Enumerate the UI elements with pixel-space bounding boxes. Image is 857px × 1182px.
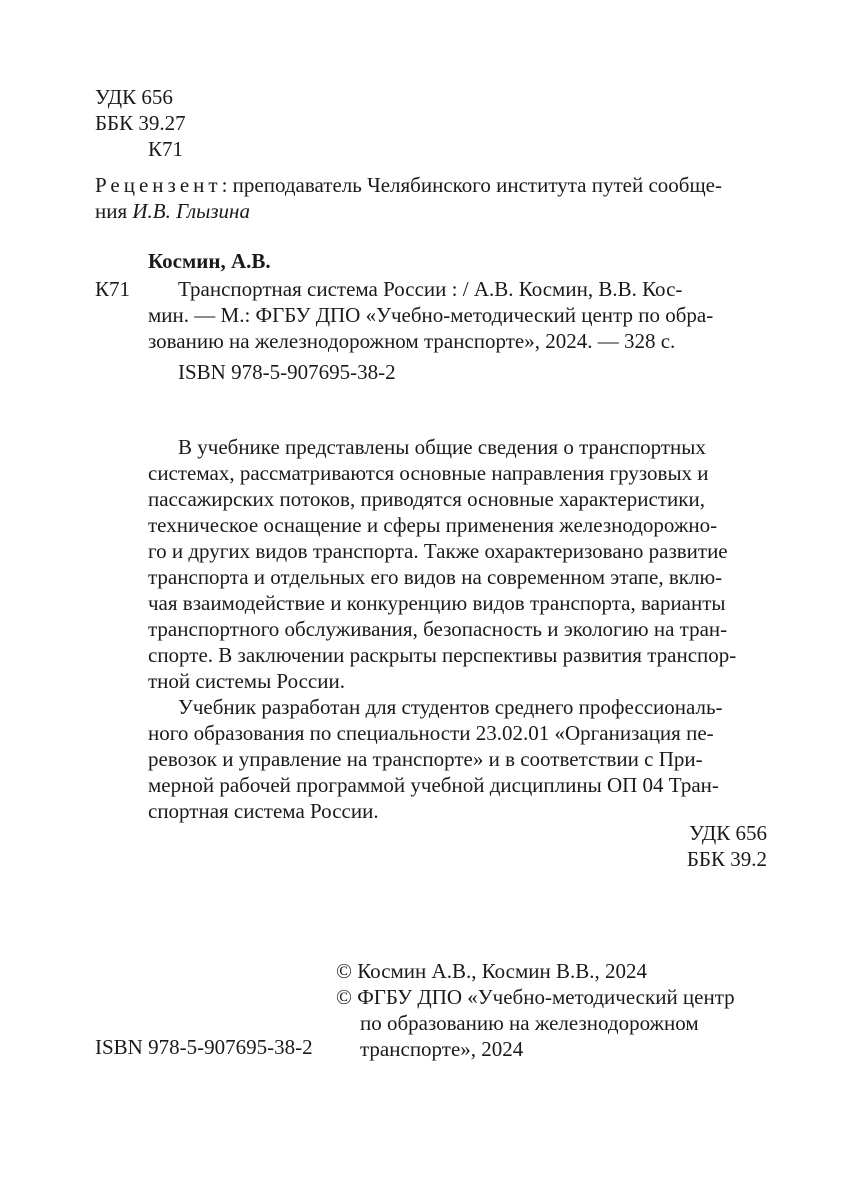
abstract-line: транспортного обслуживания, безопасность и экологию на тран- [148, 617, 728, 641]
abstract-line: го и других видов транспорта. Также охарактеризовано развитие [148, 539, 728, 563]
reviewer-line2-prefix: ния [95, 199, 133, 223]
abstract-line: В учебнике представлены общие сведения о транспортных [178, 435, 706, 459]
abstract-line: ревозок и управление на транспорте» и в соответствии с При- [148, 747, 703, 771]
classification-right [687, 820, 767, 872]
abstract-line: транспорта и отдельных его видов на современном этапе, вклю- [148, 565, 723, 589]
bib-line: мин. — М.: ФГБУ ДПО «Учебно-методический центр по обра- [148, 303, 714, 327]
abstract-line: ного образования по специальности 23.02.01 «Организация пе- [148, 721, 714, 745]
copyright-line: © ФГБУ ДПО «Учебно-методический центр [336, 985, 735, 1009]
bbk-code: ББК 39.27 [95, 111, 186, 135]
bibliographic-description [148, 276, 713, 354]
abstract-line: тной системы России. [148, 669, 345, 693]
abstract-line: системах, рассматриваются основные направления грузовых и [148, 461, 709, 485]
reviewer-name: И.В. Глызина [132, 199, 250, 223]
udk-code: УДК 656 [95, 85, 173, 109]
abstract-line: чая взаимодействие и конкуренцию видов транспорта, варианты [148, 591, 726, 615]
copyright-block [336, 958, 735, 1062]
abstract-line: спорте. В заключении раскрыты перспективы развития транспор- [148, 643, 737, 667]
bib-code: К71 [95, 277, 131, 301]
reviewer-block [95, 172, 722, 224]
abstract-line: мерной рабочей программой учебной дисциплины ОП 04 Тран- [148, 773, 719, 797]
author-heading: Космин, А.В. [148, 249, 271, 273]
copyright-line: по образованию на железнодорожном [360, 1011, 699, 1035]
udk-code-right: УДК 656 [689, 821, 767, 845]
isbn-bottom: ISBN 978-5-907695-38-2 [95, 1035, 313, 1059]
reviewer-label: Рецензент [95, 173, 222, 197]
reviewer-line1: : преподаватель Челябинского института путей сообще- [221, 173, 722, 197]
copyright-line: © Космин А.В., Космин В.В., 2024 [336, 959, 648, 983]
classification-block [95, 84, 186, 162]
bib-line: зованию на железнодорожном транспорте», 2024. — 328 с. [148, 329, 676, 353]
bbk-code-right: ББК 39.2 [686, 847, 767, 871]
isbn-mid: ISBN 978-5-907695-38-2 [178, 360, 396, 384]
copyright-line: транспорте», 2024 [360, 1037, 524, 1061]
abstract-line: пассажирских потоков, приводятся основные характеристики, [148, 487, 705, 511]
author-sign: К71 [148, 137, 184, 161]
bib-line: Транспортная система России : / А.В. Космин, В.В. Кос- [178, 277, 683, 301]
abstract [148, 434, 768, 824]
abstract-line: спортная система России. [148, 799, 379, 823]
abstract-line: Учебник разработан для студентов среднего профессиональ- [178, 695, 723, 719]
abstract-line: техническое оснащение и сферы применения железнодорожно- [148, 513, 718, 537]
